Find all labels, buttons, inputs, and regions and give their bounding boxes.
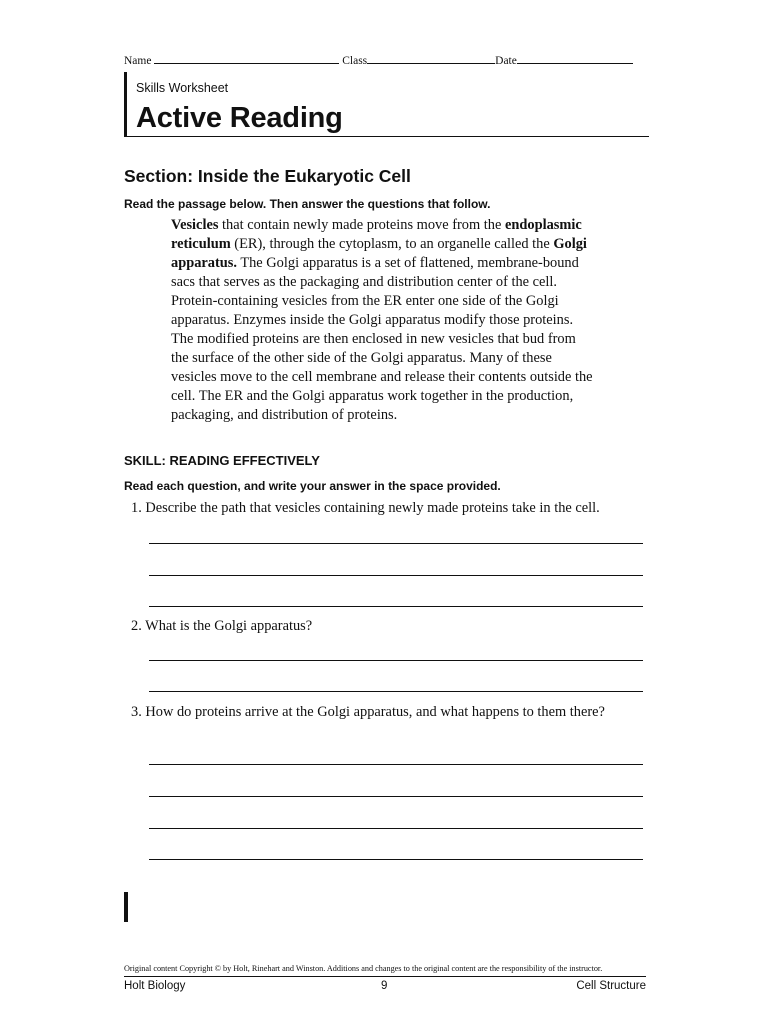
term-endoplasmic-reticulum: endoplasmic reticulum	[171, 217, 582, 252]
margin-bar	[124, 892, 128, 922]
name-field[interactable]	[154, 53, 339, 64]
question-3: 3. How do proteins arrive at the Golgi apparatus, and what happens to them there?	[131, 704, 605, 720]
question-instruction: Read each question, and write your answer in the space provided.	[124, 479, 501, 493]
name-label: Name	[124, 55, 152, 67]
footer-chapter: Cell Structure	[576, 980, 646, 992]
copyright-notice: Original content Copyright © by Holt, Rinehart and Winston. Additions and changes to the original content are the responsibility of the instructor.	[124, 964, 603, 973]
answer-line-q1-1[interactable]	[149, 543, 643, 544]
question-1: 1. Describe the path that vesicles containing newly made proteins take in the cell.	[131, 500, 600, 516]
answer-line-q3-2[interactable]	[149, 796, 643, 797]
page-title: Active Reading	[136, 102, 343, 134]
question-2: 2. What is the Golgi apparatus?	[131, 618, 313, 634]
page-number: 9	[381, 980, 388, 992]
answer-line-q1-2[interactable]	[149, 575, 643, 576]
class-field[interactable]	[367, 53, 495, 64]
worksheet-kind: Skills Worksheet	[136, 81, 229, 95]
date-label: Date	[495, 55, 517, 67]
section-title: Section: Inside the Eukaryotic Cell	[124, 166, 411, 186]
answer-line-q3-4[interactable]	[149, 859, 643, 860]
reading-passage: Vesicles that contain newly made proteins move from the endoplasmic reticulum (ER), through the cytoplasm, to an organelle called the Golgi apparatus. The Golgi apparatus is a set of flattened, membrane-bound sacs that serves as the packaging and distribution center of the cell. Protein-containing vesicles from the ER enter one side of the Golgi apparatus. Enzymes inside the Golgi apparatus modify those proteins. The modified proteins are then enclosed in new vesicles that bud from the surface of the other side of the Golgi apparatus. Many of these vesicles move to the cell membrane and release their contents outside the cell. The ER and the Golgi apparatus work together in the production, packaging, and distribution of proteins.	[171, 217, 593, 423]
footer-book: Holt Biology	[124, 980, 186, 992]
worksheet-title-block	[124, 72, 649, 137]
answer-line-q1-3[interactable]	[149, 606, 643, 607]
date-field[interactable]	[517, 53, 633, 64]
passage-instruction: Read the passage below. Then answer the questions that follow.	[124, 197, 491, 211]
class-label: Class	[342, 55, 368, 67]
footer-divider	[124, 976, 646, 977]
term-golgi-apparatus: Golgi apparatus.	[171, 236, 587, 271]
answer-line-q2-2[interactable]	[149, 691, 643, 692]
answer-line-q2-1[interactable]	[149, 660, 643, 661]
term-vesicles: Vesicles	[171, 217, 219, 233]
answer-line-q3-3[interactable]	[149, 828, 643, 829]
student-info-line	[124, 53, 684, 67]
answer-line-q3-1[interactable]	[149, 764, 643, 765]
skill-heading: SKILL: READING EFFECTIVELY	[124, 453, 320, 468]
